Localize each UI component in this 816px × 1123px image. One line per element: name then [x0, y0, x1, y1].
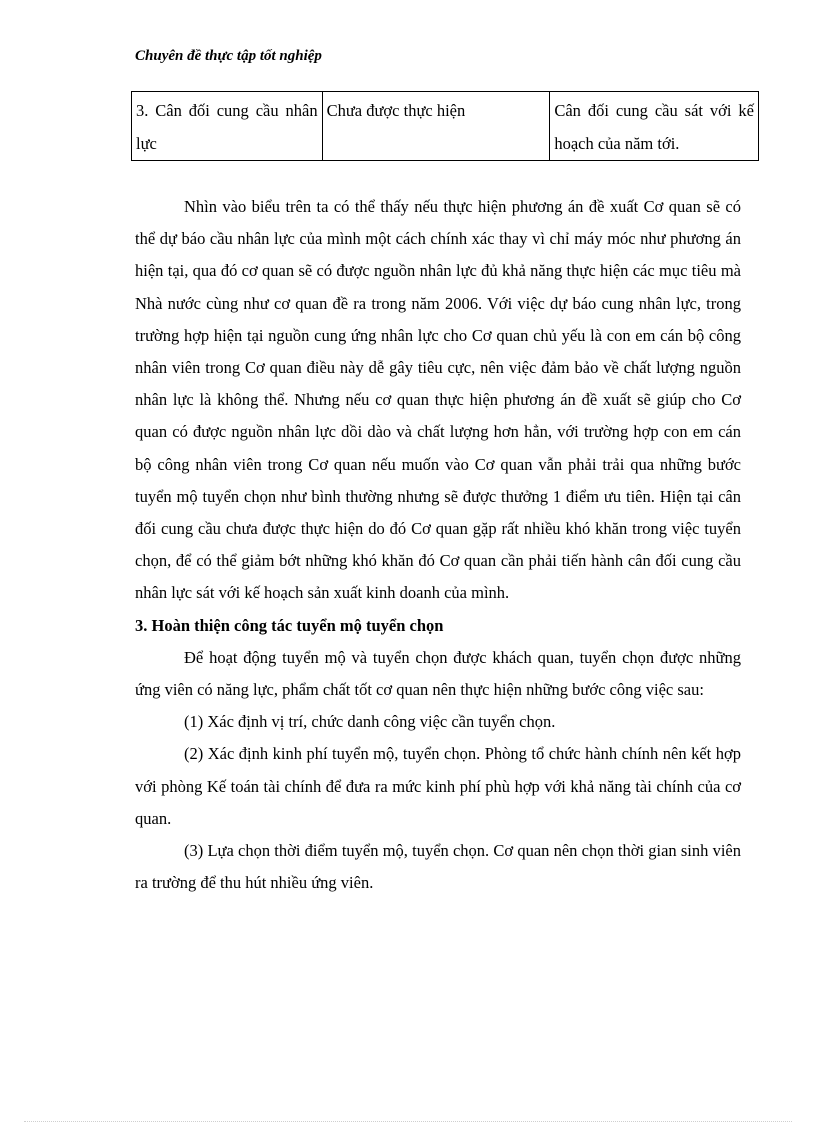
comparison-table [131, 91, 759, 161]
table-row [132, 92, 759, 161]
table-cell-item: 3. Cân đối cung cầu nhân lực [132, 92, 323, 161]
page-header: Chuyên đề thực tập tốt nghiệp [135, 48, 322, 64]
section-heading: 3. Hoàn thiện công tác tuyển mộ tuyển chọn [135, 615, 444, 635]
table-cell-proposed: Cân đối cung cầu sát với kế hoạch của năm tới. [550, 92, 759, 161]
paragraph-intro: Để hoạt động tuyển mộ và tuyển chọn được khách quan, tuyển chọn được những ứng viên có năng lực, phẩm chất tốt cơ quan nên thực hiện những bước công việc sau: [135, 647, 741, 700]
page-bottom-rule [24, 1121, 792, 1122]
list-item: (1) Xác định vị trí, chức danh công việc cần tuyển chọn. [184, 712, 556, 732]
document-body [135, 191, 741, 899]
table-cell-current: Chưa được thực hiện [322, 92, 550, 161]
list-item: (3) Lựa chọn thời điểm tuyển mộ, tuyển chọn. Cơ quan nên chọn thời gian sinh viên ra trường để thu hút nhiều ứng viên. [135, 841, 741, 893]
list-item: (2) Xác định kinh phí tuyển mộ, tuyển chọn. Phòng tổ chức hành chính nên kết hợp với phòng Kế toán tài chính để đưa ra mức kinh phí phù hợp với khả năng tài chính của cơ quan. [135, 744, 741, 828]
paragraph-analysis: Nhìn vào biểu trên ta có thể thấy nếu thực hiện phương án đề xuất Cơ quan sẽ có thể dự báo cầu nhân lực của mình một cách chính xác thay vì chỉ máy móc như phương án hiện tại, qua đó cơ quan sẽ có được nguồn nhân lực đủ khả năng thực hiện các mục tiêu mà Nhà nước cùng như cơ quan đề ra trong năm 2006. Với việc dự báo cung nhân lực, trong trường hợp hiện tại nguồn cung ứng nhân lực cho Cơ quan chủ yếu là con em cán bộ công nhân viên trong Cơ quan điều này dễ gây tiêu cực, nên việc đảm bảo về chất lượng nguồn nhân lực là không thể. Nhưng nếu cơ quan thực hiện phương án đề xuất sẽ giúp cho Cơ quan có được nguồn nhân lực dồi dào và chất lượng hơn hẳn, với trường hợp con em cán bộ công nhân viên trong Cơ quan nếu muốn vào Cơ quan vẫn phải trải qua những bước tuyển mộ tuyển chọn như bình thường nhưng sẽ được thưởng 1 điểm ưu tiên. Hiện tại cân đối cung cầu chưa được thực hiện do đó Cơ quan gặp rất nhiều khó khăn trong việc tuyển chọn, để có thể giảm bớt những khó khăn đó Cơ quan cần phải tiến hành cân đối cung cầu nhân lực sát với kế hoạch sản xuất kinh doanh của mình. [135, 197, 741, 603]
